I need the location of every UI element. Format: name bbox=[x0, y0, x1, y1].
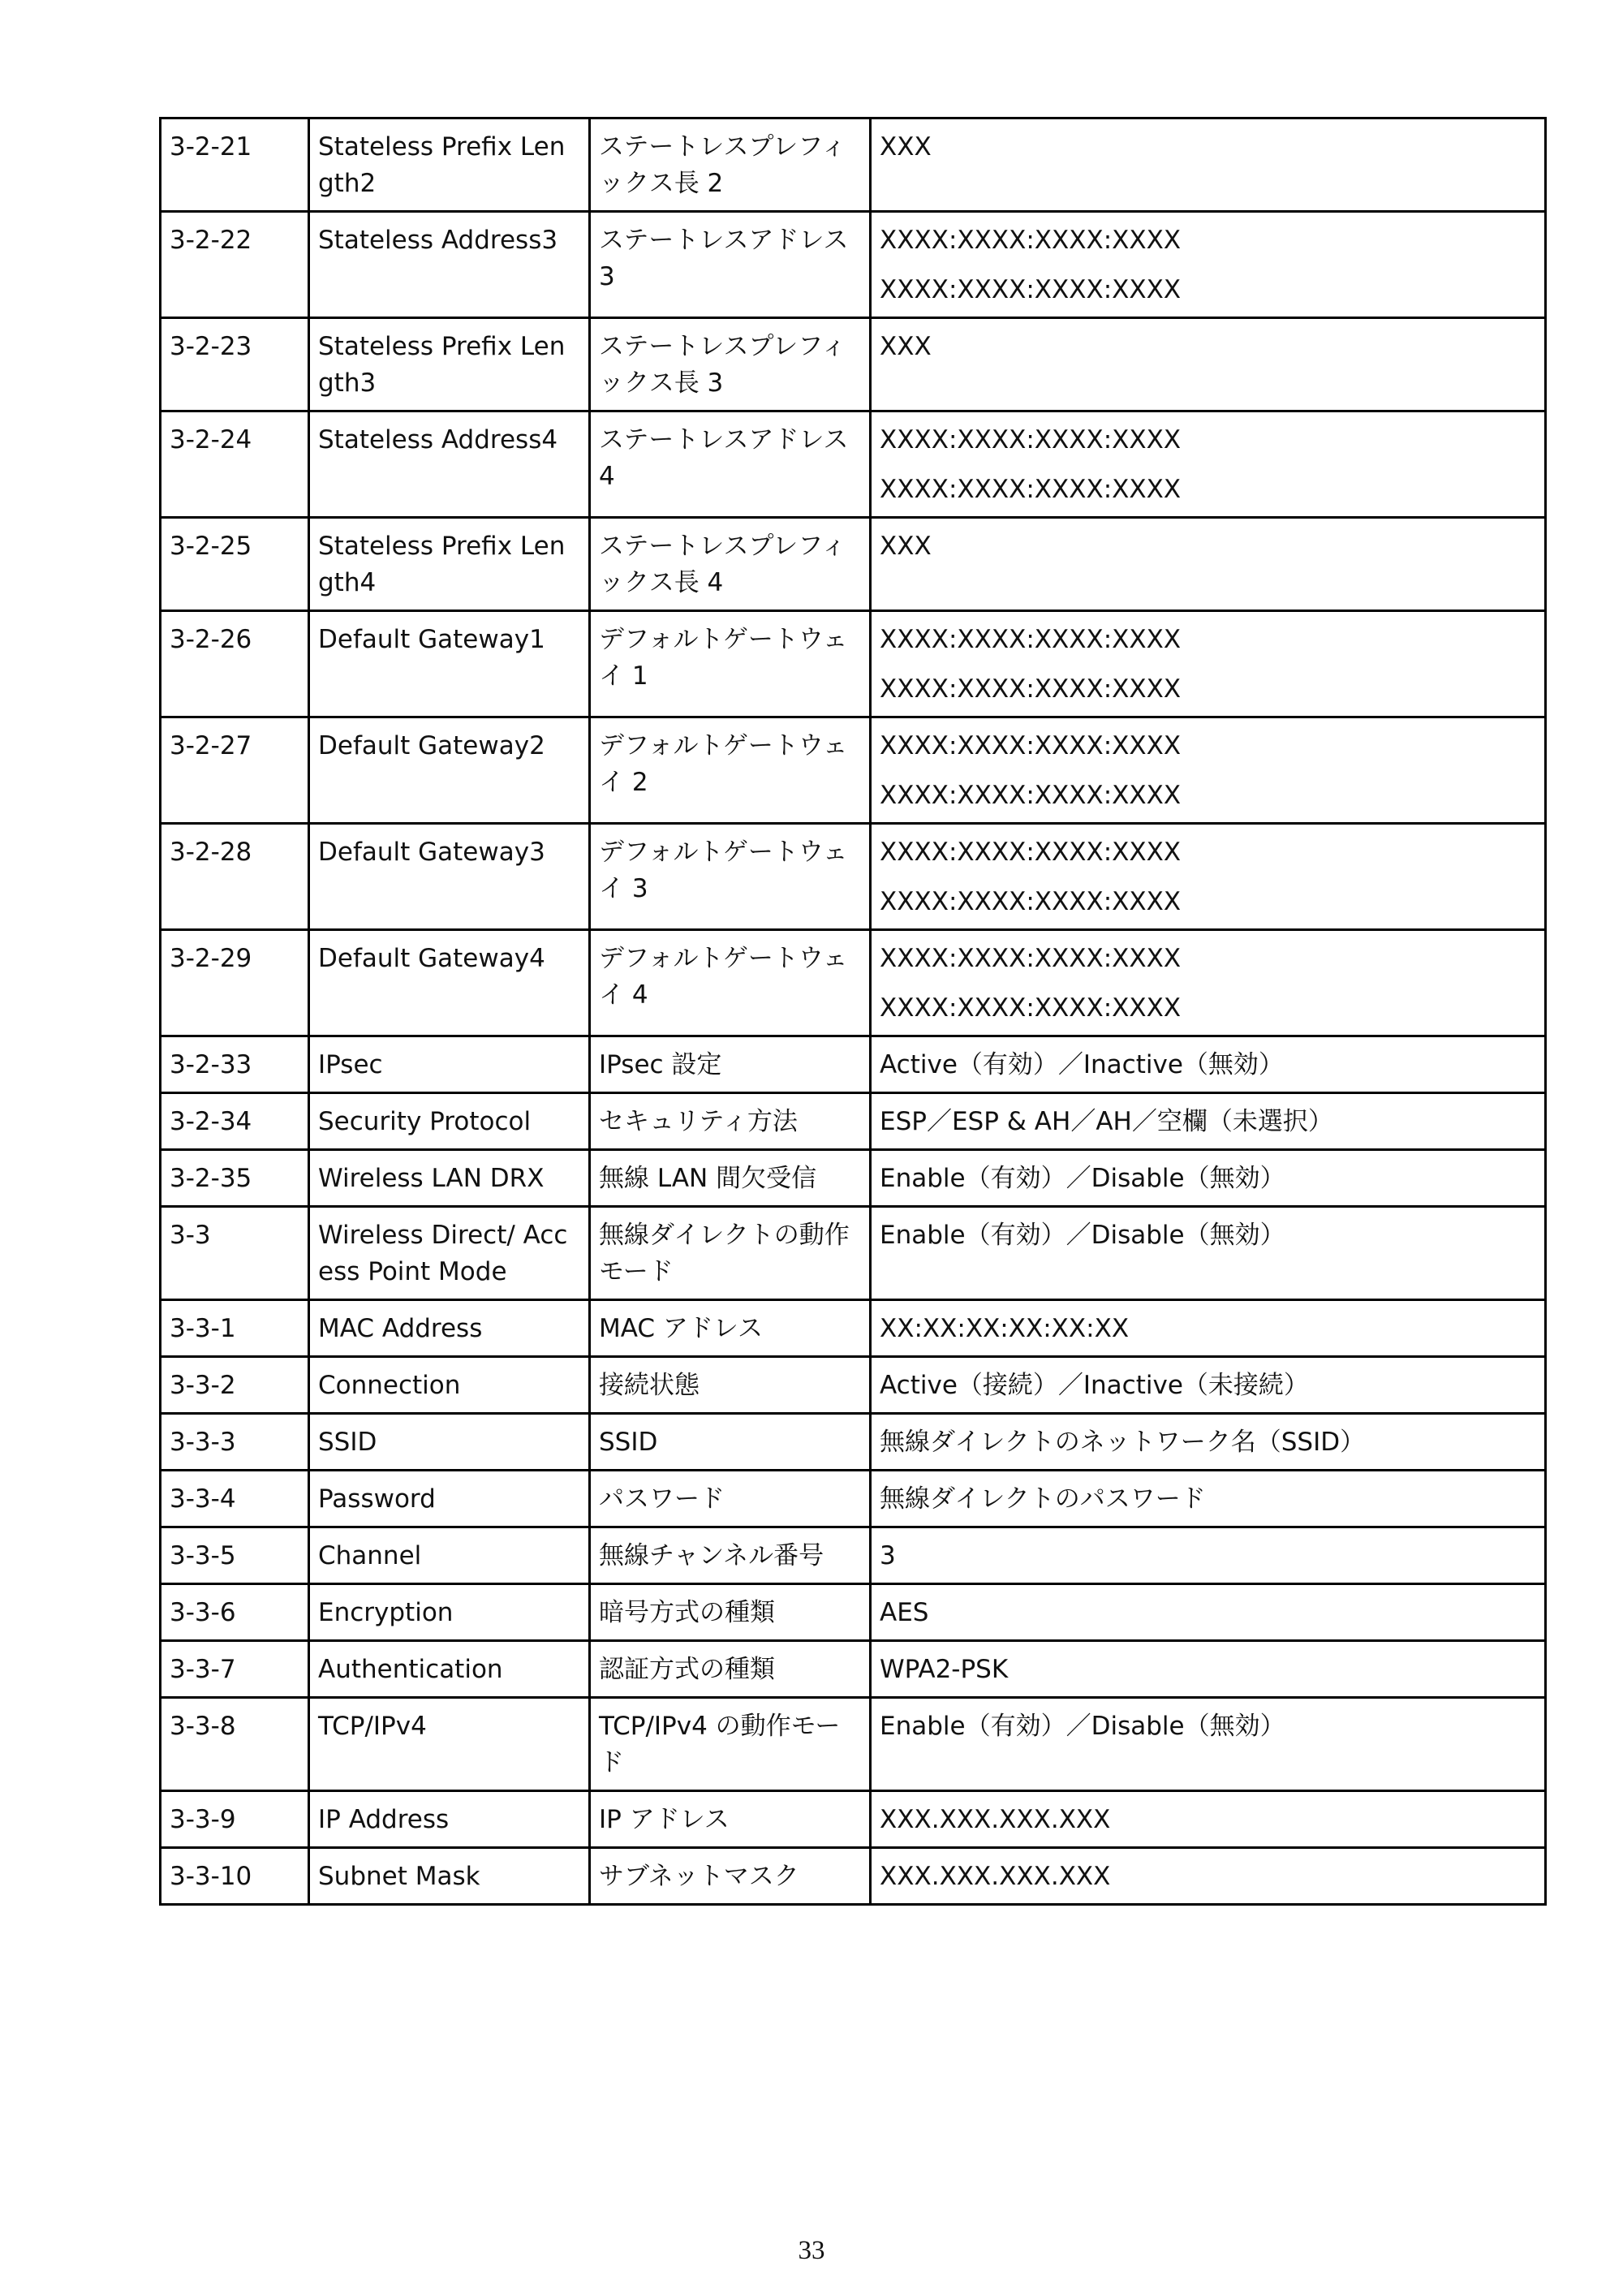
setting-japanese-name-cell: IP アドレス bbox=[590, 1791, 871, 1848]
setting-name-cell: Default Gateway3 bbox=[309, 824, 590, 930]
setting-number-cell: 3-3-5 bbox=[161, 1527, 309, 1584]
table-row bbox=[161, 1414, 1546, 1471]
setting-name-cell: Wireless LAN DRX bbox=[309, 1150, 590, 1207]
setting-value-line: XXXX:XXXX:XXXX:XXXX bbox=[880, 674, 1182, 704]
setting-name-cell: SSID bbox=[309, 1414, 590, 1471]
table-row bbox=[161, 1300, 1546, 1357]
setting-value-cell bbox=[871, 1357, 1546, 1414]
setting-name-cell: TCP/IPv4 bbox=[309, 1698, 590, 1791]
setting-japanese-name-cell: セキュリティ方法 bbox=[590, 1093, 871, 1150]
setting-japanese-name-cell: SSID bbox=[590, 1414, 871, 1471]
setting-value-line: XXXX:XXXX:XXXX:XXXX bbox=[880, 475, 1182, 504]
setting-value-cell bbox=[871, 611, 1546, 717]
setting-japanese-name-cell: ステートレスプレフィックス長 4 bbox=[590, 518, 871, 611]
setting-name-cell: Stateless Prefix Length4 bbox=[309, 518, 590, 611]
setting-japanese-name-cell: MAC アドレス bbox=[590, 1300, 871, 1357]
setting-japanese-name-cell: 無線ダイレクトの動作モード bbox=[590, 1207, 871, 1300]
setting-number-cell: 3-3-2 bbox=[161, 1357, 309, 1414]
setting-number-cell: 3-3 bbox=[161, 1207, 309, 1300]
table-row bbox=[161, 318, 1546, 411]
setting-value-line: XX:XX:XX:XX:XX:XX bbox=[880, 1314, 1130, 1343]
setting-number-cell: 3-2-21 bbox=[161, 118, 309, 212]
table-row bbox=[161, 118, 1546, 212]
setting-value-cell bbox=[871, 1414, 1546, 1471]
setting-value-line: XXXX:XXXX:XXXX:XXXX bbox=[880, 887, 1182, 916]
settings-table bbox=[159, 117, 1547, 1906]
setting-number-cell: 3-2-33 bbox=[161, 1036, 309, 1093]
setting-japanese-name-cell: 暗号方式の種類 bbox=[590, 1584, 871, 1641]
table-row bbox=[161, 717, 1546, 824]
setting-value-cell bbox=[871, 518, 1546, 611]
setting-number-cell: 3-2-25 bbox=[161, 518, 309, 611]
setting-value-line: 無線ダイレクトのネットワーク名（SSID） bbox=[880, 1428, 1366, 1457]
setting-name-cell: MAC Address bbox=[309, 1300, 590, 1357]
setting-name-cell: Authentication bbox=[309, 1641, 590, 1698]
setting-name-cell: Stateless Address4 bbox=[309, 411, 590, 518]
setting-name-cell: IPsec bbox=[309, 1036, 590, 1093]
setting-value-line: XXX bbox=[880, 132, 932, 162]
setting-value-cell bbox=[871, 1641, 1546, 1698]
setting-japanese-name-cell: 無線チャンネル番号 bbox=[590, 1527, 871, 1584]
setting-name-cell: Connection bbox=[309, 1357, 590, 1414]
setting-number-cell: 3-3-1 bbox=[161, 1300, 309, 1357]
setting-value-cell bbox=[871, 1471, 1546, 1527]
setting-number-cell: 3-2-28 bbox=[161, 824, 309, 930]
setting-number-cell: 3-2-23 bbox=[161, 318, 309, 411]
table-row bbox=[161, 411, 1546, 518]
table-row bbox=[161, 1150, 1546, 1207]
setting-value-line: XXXX:XXXX:XXXX:XXXX bbox=[880, 625, 1182, 654]
setting-japanese-name-cell: デフォルトゲートウェイ 3 bbox=[590, 824, 871, 930]
setting-japanese-name-cell: TCP/IPv4 の動作モード bbox=[590, 1698, 871, 1791]
setting-number-cell: 3-3-4 bbox=[161, 1471, 309, 1527]
setting-name-cell: Stateless Prefix Length3 bbox=[309, 318, 590, 411]
setting-value-cell bbox=[871, 824, 1546, 930]
setting-value-line: XXX bbox=[880, 332, 932, 361]
setting-value-line: XXXX:XXXX:XXXX:XXXX bbox=[880, 781, 1182, 810]
setting-value-line: AES bbox=[880, 1598, 929, 1627]
setting-value-line: XXX.XXX.XXX.XXX bbox=[880, 1805, 1111, 1834]
setting-japanese-name-cell: ステートレスプレフィックス長 3 bbox=[590, 318, 871, 411]
setting-name-cell: Default Gateway1 bbox=[309, 611, 590, 717]
table-row bbox=[161, 1471, 1546, 1527]
setting-value-line: XXXX:XXXX:XXXX:XXXX bbox=[880, 993, 1182, 1023]
setting-value-line: Active（有効）／Inactive（無効） bbox=[880, 1050, 1284, 1079]
setting-number-cell: 3-2-29 bbox=[161, 930, 309, 1036]
table-row bbox=[161, 1584, 1546, 1641]
setting-value-cell bbox=[871, 930, 1546, 1036]
setting-value-line: XXX bbox=[880, 532, 932, 561]
setting-value-line: Enable（有効）／Disable（無効） bbox=[880, 1164, 1285, 1193]
setting-value-line: XXXX:XXXX:XXXX:XXXX bbox=[880, 425, 1182, 454]
setting-value-cell bbox=[871, 118, 1546, 212]
setting-number-cell: 3-2-22 bbox=[161, 212, 309, 318]
setting-value-line: XXXX:XXXX:XXXX:XXXX bbox=[880, 226, 1182, 255]
setting-number-cell: 3-3-7 bbox=[161, 1641, 309, 1698]
setting-number-cell: 3-3-10 bbox=[161, 1848, 309, 1905]
setting-value-line: 無線ダイレクトのパスワード bbox=[880, 1484, 1206, 1514]
setting-value-cell bbox=[871, 1698, 1546, 1791]
setting-japanese-name-cell: 無線 LAN 間欠受信 bbox=[590, 1150, 871, 1207]
setting-value-cell bbox=[871, 1527, 1546, 1584]
setting-japanese-name-cell: サブネットマスク bbox=[590, 1848, 871, 1905]
setting-number-cell: 3-2-34 bbox=[161, 1093, 309, 1150]
setting-value-cell bbox=[871, 411, 1546, 518]
setting-value-line: Enable（有効）／Disable（無効） bbox=[880, 1221, 1285, 1250]
setting-value-cell bbox=[871, 1300, 1546, 1357]
setting-number-cell: 3-3-3 bbox=[161, 1414, 309, 1471]
setting-value-line: ESP／ESP & AH／AH／空欄（未選択） bbox=[880, 1107, 1333, 1136]
setting-value-cell bbox=[871, 1207, 1546, 1300]
setting-number-cell: 3-3-9 bbox=[161, 1791, 309, 1848]
setting-number-cell: 3-3-6 bbox=[161, 1584, 309, 1641]
table-row bbox=[161, 1848, 1546, 1905]
table-row bbox=[161, 1036, 1546, 1093]
setting-number-cell: 3-2-35 bbox=[161, 1150, 309, 1207]
setting-value-cell bbox=[871, 1791, 1546, 1848]
setting-value-line: Active（接続）／Inactive（未接続） bbox=[880, 1371, 1309, 1400]
setting-value-cell bbox=[871, 318, 1546, 411]
setting-japanese-name-cell: パスワード bbox=[590, 1471, 871, 1527]
setting-value-line: WPA2-PSK bbox=[880, 1655, 1009, 1684]
setting-japanese-name-cell: 接続状態 bbox=[590, 1357, 871, 1414]
setting-value-line: XXXX:XXXX:XXXX:XXXX bbox=[880, 944, 1182, 973]
setting-name-cell: Password bbox=[309, 1471, 590, 1527]
setting-value-cell bbox=[871, 1036, 1546, 1093]
setting-japanese-name-cell: ステートレスアドレス 4 bbox=[590, 411, 871, 518]
table-row bbox=[161, 1698, 1546, 1791]
table-row bbox=[161, 1527, 1546, 1584]
setting-value-cell bbox=[871, 717, 1546, 824]
setting-value-line: XXXX:XXXX:XXXX:XXXX bbox=[880, 275, 1182, 304]
setting-value-cell bbox=[871, 212, 1546, 318]
setting-japanese-name-cell: デフォルトゲートウェイ 1 bbox=[590, 611, 871, 717]
page-number: 33 bbox=[798, 2236, 825, 2265]
setting-value-cell bbox=[871, 1584, 1546, 1641]
setting-number-cell: 3-3-8 bbox=[161, 1698, 309, 1791]
table-row bbox=[161, 824, 1546, 930]
setting-value-cell bbox=[871, 1093, 1546, 1150]
setting-japanese-name-cell: ステートレスプレフィックス長 2 bbox=[590, 118, 871, 212]
table-row bbox=[161, 518, 1546, 611]
setting-name-cell: IP Address bbox=[309, 1791, 590, 1848]
setting-name-cell: Channel bbox=[309, 1527, 590, 1584]
table-row bbox=[161, 1093, 1546, 1150]
table-row bbox=[161, 611, 1546, 717]
setting-name-cell: Wireless Direct/ Access Point Mode bbox=[309, 1207, 590, 1300]
setting-number-cell: 3-2-26 bbox=[161, 611, 309, 717]
setting-name-cell: Default Gateway2 bbox=[309, 717, 590, 824]
setting-number-cell: 3-2-27 bbox=[161, 717, 309, 824]
setting-name-cell: Default Gateway4 bbox=[309, 930, 590, 1036]
table-row bbox=[161, 1357, 1546, 1414]
setting-japanese-name-cell: デフォルトゲートウェイ 4 bbox=[590, 930, 871, 1036]
table-row bbox=[161, 1791, 1546, 1848]
setting-japanese-name-cell: IPsec 設定 bbox=[590, 1036, 871, 1093]
setting-name-cell: Stateless Prefix Length2 bbox=[309, 118, 590, 212]
setting-value-line: 3 bbox=[880, 1541, 896, 1570]
table-row bbox=[161, 1641, 1546, 1698]
setting-name-cell: Stateless Address3 bbox=[309, 212, 590, 318]
table-row bbox=[161, 212, 1546, 318]
setting-name-cell: Security Protocol bbox=[309, 1093, 590, 1150]
setting-value-line: XXXX:XXXX:XXXX:XXXX bbox=[880, 731, 1182, 760]
setting-number-cell: 3-2-24 bbox=[161, 411, 309, 518]
setting-value-line: XXXX:XXXX:XXXX:XXXX bbox=[880, 838, 1182, 867]
setting-value-line: Enable（有効）／Disable（無効） bbox=[880, 1712, 1285, 1741]
setting-name-cell: Encryption bbox=[309, 1584, 590, 1641]
setting-value-cell bbox=[871, 1848, 1546, 1905]
setting-value-line: XXX.XXX.XXX.XXX bbox=[880, 1862, 1111, 1891]
setting-japanese-name-cell: ステートレスアドレス 3 bbox=[590, 212, 871, 318]
table-row bbox=[161, 1207, 1546, 1300]
settings-table-body bbox=[161, 118, 1546, 1905]
setting-name-cell: Subnet Mask bbox=[309, 1848, 590, 1905]
setting-value-cell bbox=[871, 1150, 1546, 1207]
table-row bbox=[161, 930, 1546, 1036]
setting-japanese-name-cell: 認証方式の種類 bbox=[590, 1641, 871, 1698]
setting-japanese-name-cell: デフォルトゲートウェイ 2 bbox=[590, 717, 871, 824]
